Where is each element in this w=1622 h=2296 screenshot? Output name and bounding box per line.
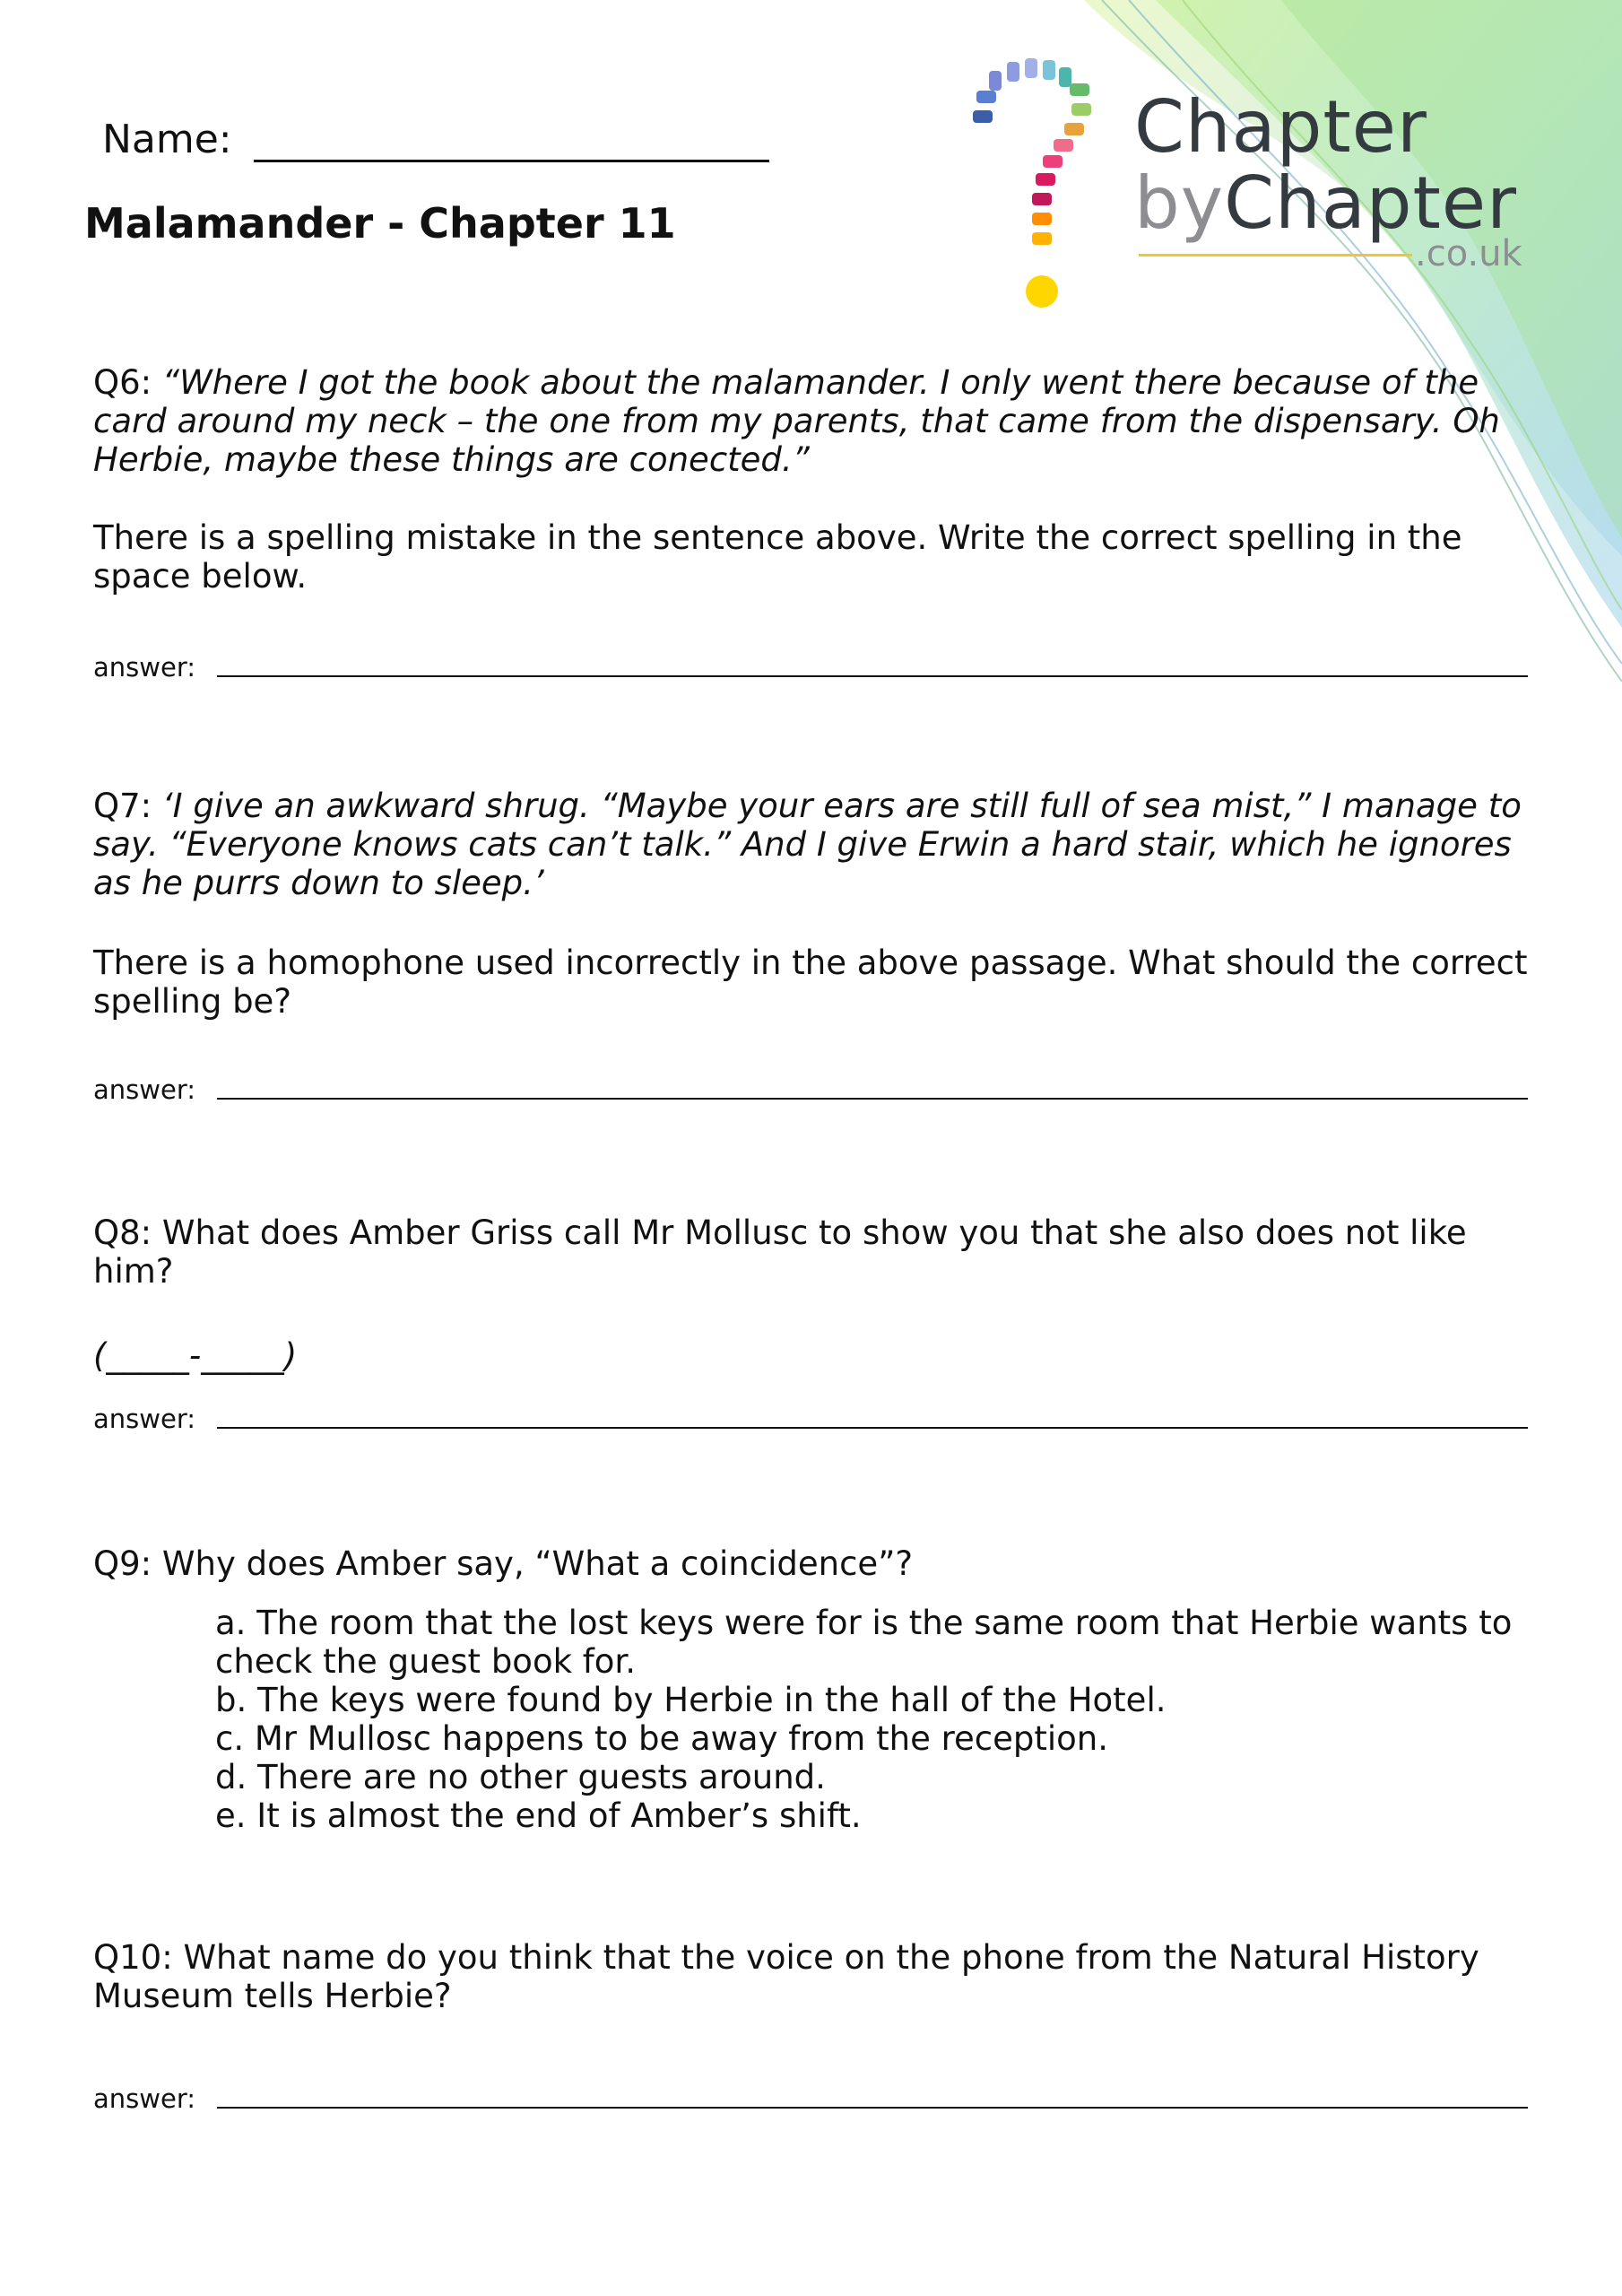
q10-answer-row [93, 2083, 1528, 2114]
q8-prompt: What does Amber Griss call Mr Mollusc to show you that she also does not like him? [93, 1213, 1467, 1291]
q9-option-b[interactable]: b. The keys were found by Herbie in the hall of the Hotel. [215, 1681, 1167, 1719]
q9-option-c[interactable]: c. Mr Mullosc happens to be away from the reception. [215, 1719, 1108, 1758]
q8-label: Q8: [93, 1213, 152, 1252]
q6-quote: “Where I got the book about the malamander. I only went there because of the card around my neck – the one from my parents, that came from the dispensary. Oh Herbie, maybe these things are conected.” [93, 363, 1500, 479]
q6-prompt: There is a spelling mistake in the sentence above. Write the correct spelling in the space below. [93, 518, 1462, 596]
q10-prompt: What name do you think that the voice on the phone from the Natural History Museum tells Herbie? [93, 1938, 1479, 2015]
q8-answer-row [93, 1404, 1528, 1434]
logo-text-chapter: Chapter [1134, 85, 1427, 169]
name-input-line[interactable] [254, 115, 769, 162]
name-label: Name: [102, 117, 232, 162]
q6-answer-row [93, 652, 1528, 683]
q7-prompt: There is a homophone used incorrectly in the above passage. What should the correct spelling be? [93, 944, 1528, 1021]
name-field-row [102, 115, 769, 162]
q7-label: Q7: [93, 787, 152, 825]
q9-option-a[interactable]: a. The room that the lost keys were for is the same room that Herbie wants to check the guest book for. [215, 1604, 1513, 1681]
q7-answer-line[interactable] [217, 1098, 1528, 1100]
q8-answer-label: answer: [93, 1404, 196, 1434]
q9-option-d[interactable]: d. There are no other guests around. [215, 1758, 826, 1796]
q8-hint: (_____-_____) [93, 1336, 298, 1375]
q10-answer-line[interactable] [217, 2107, 1528, 2109]
worksheet-title: Malamander - Chapter 11 [84, 199, 676, 248]
q7-passage [93, 787, 1528, 902]
logo-domain-suffix: .co.uk [1415, 233, 1522, 274]
logo-underline [1139, 254, 1412, 257]
q10-label: Q10: [93, 1938, 173, 1977]
q7-answer-label: answer: [93, 1074, 196, 1105]
q7-answer-row [93, 1074, 1528, 1105]
q6-passage [93, 363, 1528, 479]
q10-question [93, 1938, 1528, 2015]
logo-text-by: by [1134, 161, 1225, 245]
q9-prompt: Why does Amber say, “What a coincidence”? [161, 1544, 913, 1583]
q9-options-list [215, 1604, 1524, 1835]
chapter-by-chapter-logo [964, 49, 1538, 318]
q8-question [93, 1213, 1528, 1291]
logo-text-chapter-2: Chapter [1224, 161, 1517, 245]
q9-label: Q9: [93, 1544, 152, 1583]
q9-question [93, 1544, 1528, 1583]
q8-answer-line[interactable] [217, 1427, 1528, 1429]
q6-label: Q6: [93, 363, 152, 402]
q7-quote: ‘I give an awkward shrug. “Maybe your ears are still full of sea mist,” I manage to say. “Everyone knows cats can’t talk.” And I give Erwin a hard stair, which he ignores as he purrs down to sleep.’ [93, 787, 1522, 902]
q6-answer-line[interactable] [217, 675, 1528, 677]
q6-answer-label: answer: [93, 652, 196, 683]
q9-option-e[interactable]: e. It is almost the end of Amber’s shift. [215, 1796, 862, 1835]
question-mark-books-icon [964, 49, 1125, 318]
q10-answer-label: answer: [93, 2083, 196, 2114]
